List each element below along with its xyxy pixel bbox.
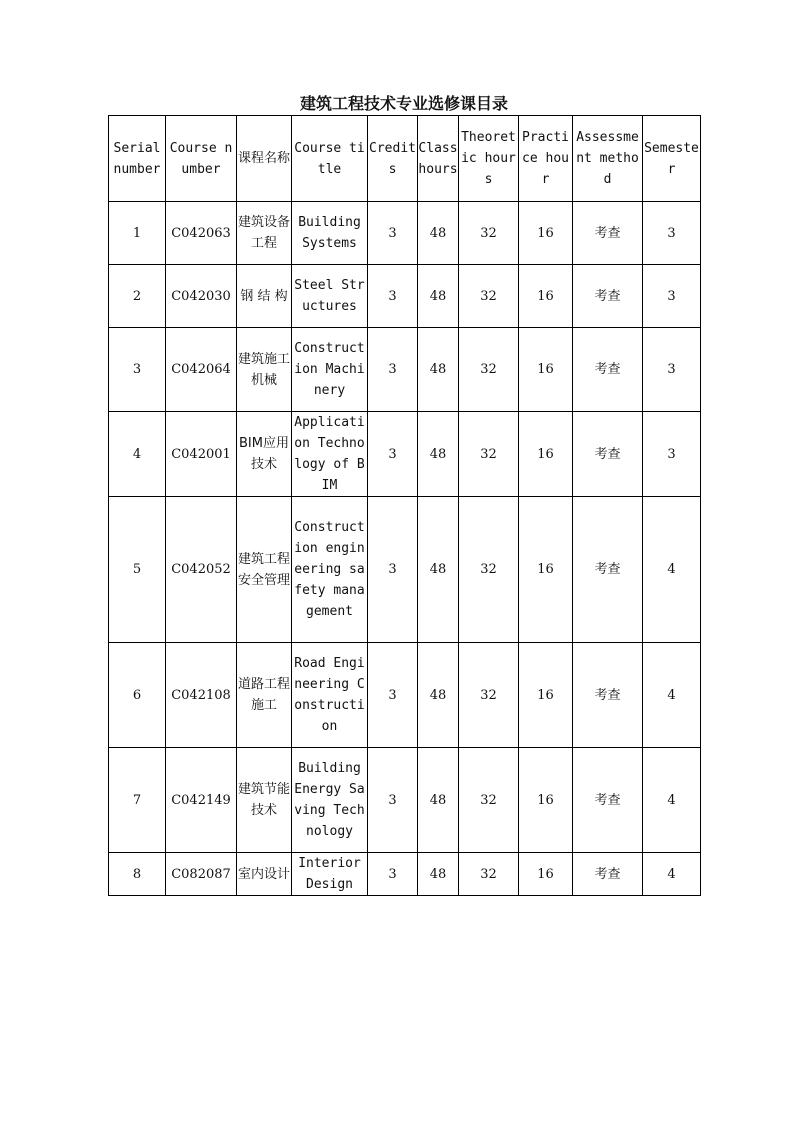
table-row [109,412,701,497]
semester-cell: 4 [643,497,701,643]
table-row [109,328,701,412]
header-semester: Semester [643,116,701,202]
course-number-cell: C042108 [166,643,237,748]
serial-cell: 3 [109,328,166,412]
theoretic-hours-cell: 32 [459,497,519,643]
serial-cell: 2 [109,265,166,328]
course-name-cn-cell: 建筑施工机械 [237,328,292,412]
course-title-cell: Road Engineering Construction [292,643,368,748]
theoretic-hours-cell: 32 [459,412,519,497]
assessment-method-cell: 考查 [573,328,643,412]
theoretic-hours-cell: 32 [459,748,519,853]
practice-hour-cell: 16 [519,853,573,896]
table-row [109,265,701,328]
header-assessment-method: Assessment method [573,116,643,202]
course-name-cn-cell: 道路工程施工 [237,643,292,748]
course-title-cell: Construction Machinery [292,328,368,412]
assessment-method-cell: 考查 [573,643,643,748]
course-number-cell: C042001 [166,412,237,497]
serial-cell: 4 [109,412,166,497]
class-hours-cell: 48 [418,643,459,748]
course-number-cell: C082087 [166,853,237,896]
semester-cell: 3 [643,202,701,265]
serial-cell: 7 [109,748,166,853]
assessment-method-cell: 考查 [573,265,643,328]
practice-hour-cell: 16 [519,412,573,497]
credits-cell: 3 [368,328,418,412]
assessment-method-cell: 考查 [573,202,643,265]
course-number-cell: C042030 [166,265,237,328]
theoretic-hours-cell: 32 [459,853,519,896]
document-title: 建筑工程技术专业选修课目录 [299,94,508,113]
practice-hour-cell: 16 [519,643,573,748]
assessment-method-cell: 考查 [573,748,643,853]
practice-hour-cell: 16 [519,748,573,853]
serial-cell: 5 [109,497,166,643]
semester-cell: 3 [643,265,701,328]
course-name-cn-cell: 建筑设备工程 [237,202,292,265]
header-serial: Serial number [109,116,166,202]
semester-cell: 3 [643,412,701,497]
serial-cell: 1 [109,202,166,265]
credits-cell: 3 [368,497,418,643]
theoretic-hours-cell: 32 [459,202,519,265]
semester-cell: 3 [643,328,701,412]
course-name-cn-cell: 建筑工程安全管理 [237,497,292,643]
serial-cell: 6 [109,643,166,748]
table-row [109,202,701,265]
theoretic-hours-cell: 32 [459,265,519,328]
header-course-number: Course number [166,116,237,202]
credits-cell: 3 [368,643,418,748]
class-hours-cell: 48 [418,748,459,853]
class-hours-cell: 48 [418,265,459,328]
semester-cell: 4 [643,643,701,748]
table-row [109,853,701,896]
table-row [109,497,701,643]
header-row [109,116,701,202]
class-hours-cell: 48 [418,202,459,265]
course-number-cell: C042063 [166,202,237,265]
course-title-cell: Building Energy Saving Technology [292,748,368,853]
credits-cell: 3 [368,202,418,265]
table-row [109,643,701,748]
course-title-cell: Building Systems [292,202,368,265]
header-credits: Credits [368,116,418,202]
semester-cell: 4 [643,748,701,853]
credits-cell: 3 [368,265,418,328]
credits-cell: 3 [368,853,418,896]
header-theoretic-hours: Theoretic hours [459,116,519,202]
practice-hour-cell: 16 [519,328,573,412]
course-title-cell: Application Technology of BIM [292,412,368,497]
course-name-cn-cell: 钢 结 构 [237,265,292,328]
class-hours-cell: 48 [418,853,459,896]
assessment-method-cell: 考查 [573,412,643,497]
semester-cell: 4 [643,853,701,896]
course-number-cell: C042149 [166,748,237,853]
assessment-method-cell: 考查 [573,853,643,896]
class-hours-cell: 48 [418,412,459,497]
assessment-method-cell: 考查 [573,497,643,643]
credits-cell: 3 [368,412,418,497]
class-hours-cell: 48 [418,497,459,643]
theoretic-hours-cell: 32 [459,643,519,748]
header-practice-hour: Practice hour [519,116,573,202]
course-name-cn-cell: BIM应用技术 [237,412,292,497]
course-title-cell: Interior Design [292,853,368,896]
course-title-cell: Construction engineering safety management [292,497,368,643]
course-name-cn-cell: 室内设计 [237,853,292,896]
elective-course-table [108,115,701,896]
practice-hour-cell: 16 [519,265,573,328]
header-class-hours: Class hours [418,116,459,202]
course-title-cell: Steel Structures [292,265,368,328]
theoretic-hours-cell: 32 [459,328,519,412]
practice-hour-cell: 16 [519,202,573,265]
serial-cell: 8 [109,853,166,896]
header-course-name-cn: 课程名称 [237,116,292,202]
table-row [109,748,701,853]
course-number-cell: C042064 [166,328,237,412]
header-course-title: Course title [292,116,368,202]
practice-hour-cell: 16 [519,497,573,643]
course-name-cn-cell: 建筑节能技术 [237,748,292,853]
class-hours-cell: 48 [418,328,459,412]
course-number-cell: C042052 [166,497,237,643]
credits-cell: 3 [368,748,418,853]
